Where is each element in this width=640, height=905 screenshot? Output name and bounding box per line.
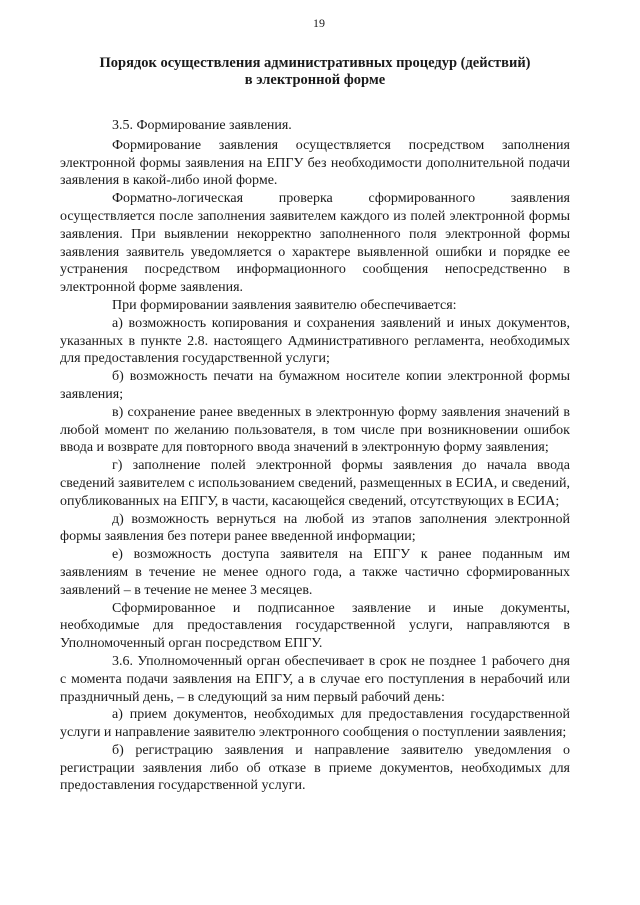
section-heading xyxy=(60,55,570,89)
section-heading-line-1: Порядок осуществления административных процедур (действий) xyxy=(99,55,531,71)
document-body xyxy=(60,117,570,795)
list-item-g: г) заполнение полей электронной формы заявления до начала ввода сведений заявителем с использованием сведений, размещенных в ЕСИА, и сведений, опубликованных на ЕПГУ, в части, касающейся сведений, отсутствующих в ЕСИА; xyxy=(60,458,570,509)
paragraph-provisions-intro: При формировании заявления заявителю обеспечивается: xyxy=(112,297,457,313)
list-item-3-6-a: а) прием документов, необходимых для предоставления государственной услуги и направление заявителю электронного сообщения о поступлении заявления; xyxy=(60,707,570,741)
paragraph-submission: Сформированное и подписанное заявление и иные документы, необходимые для предоставления государственной услуги, направляются в Уполномоченный орган посредством ЕПГУ. xyxy=(60,600,570,652)
paragraph-section-3-6: 3.6. Уполномоченный орган обеспечивает в срок не позднее 1 рабочего дня с момента подачи заявления на ЕПГУ, а в случае его поступления в нерабочий или праздничный день, – в следующий за ним первый рабочий день: xyxy=(60,653,570,705)
page-number: 19 xyxy=(313,16,325,30)
list-item-d: д) возможность вернуться на любой из этапов заполнения электронной формы заявления без потери ранее введенной информации; xyxy=(60,511,570,545)
list-item-3-6-b: б) регистрацию заявления и направление заявителю уведомления о регистрации заявления либо об отказе в приеме документов, необходимых для предоставления государственной услуги. xyxy=(60,742,570,794)
list-item-e: е) возможность доступа заявителя на ЕПГУ к ранее поданным им заявлениям в течение не менее одного года, а также частично сформированных заявлений – в течение не менее 3 месяцев. xyxy=(60,547,570,598)
paragraph-format-check: Форматно-логическая проверка сформированного заявления осуществляется после заполнения заявителем каждого из полей электронной формы заявления. При выявлении некорректно заполненного поля электронной формы заявления заявитель уведомляется о характере выявленной ошибки и порядке ее устранения посредством информационного сообщения непосредственно в электронной форме заявления. xyxy=(60,191,570,296)
list-item-v: в) сохранение ранее введенных в электронную форму заявления значений в любой момент по желанию пользователя, в том числе при возникновении ошибок ввода и возврате для повторного ввода значений в электронную форму заявления; xyxy=(60,404,570,456)
paragraph-form-filling: Формирование заявления осуществляется посредством заполнения электронной формы заявления на ЕПГУ без необходимости дополнительной подачи заявления в какой-либо иной форме. xyxy=(60,137,570,189)
section-heading-line-2: в электронной форме xyxy=(244,72,386,88)
subsection-title: 3.5. Формирование заявления. xyxy=(112,118,292,133)
list-item-a: а) возможность копирования и сохранения заявлений и иных документов, указанных в пункте 2.8. настоящего Административного регламента, необходимых для предоставления государственной услуги; xyxy=(60,315,570,367)
list-item-b: б) возможность печати на бумажном носителе копии электронной формы заявления; xyxy=(60,369,570,402)
